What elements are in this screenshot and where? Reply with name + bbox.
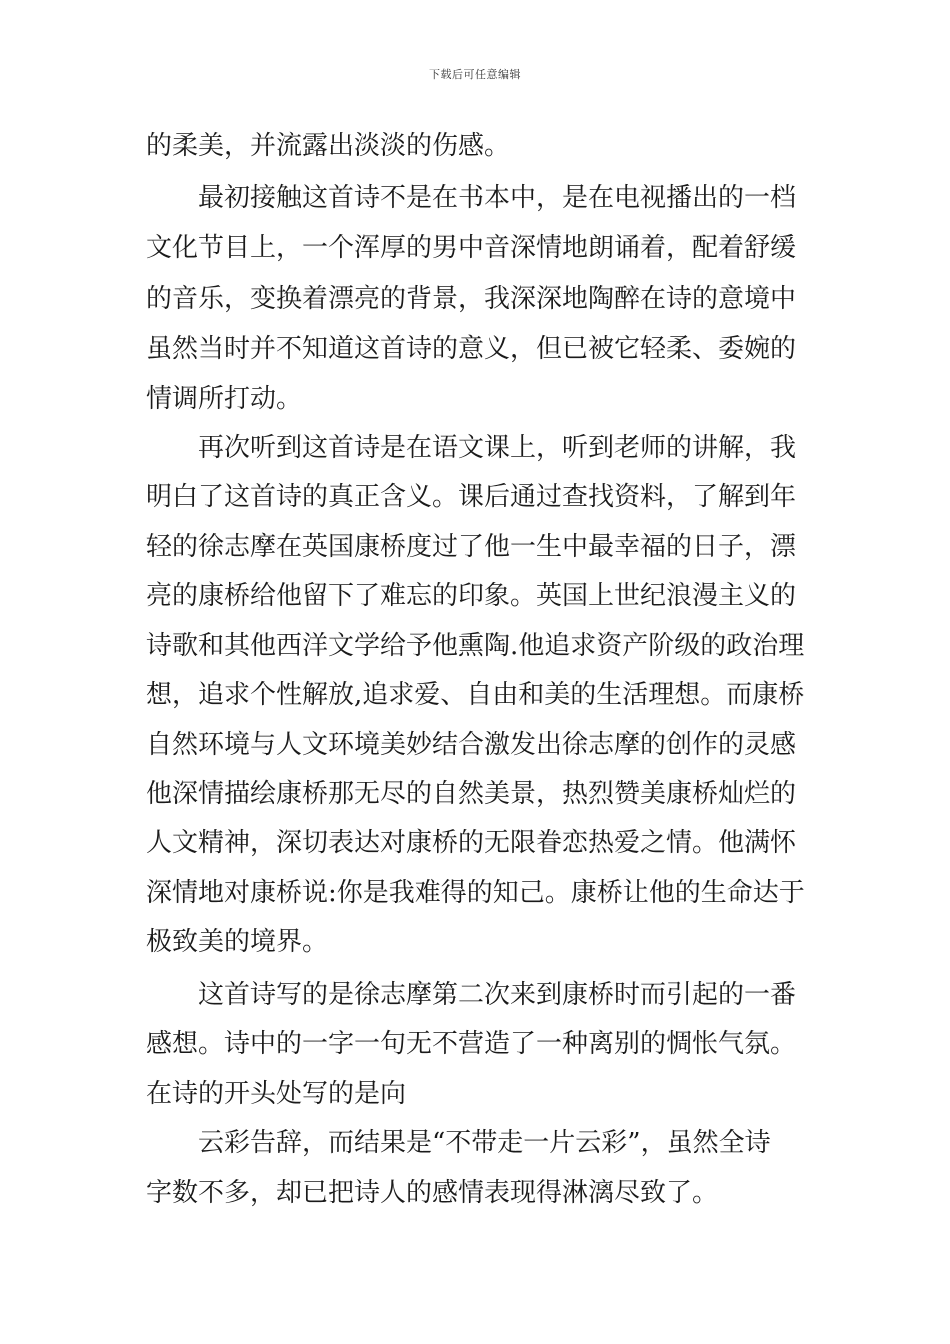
text-line: 情调所打动。 <box>146 384 303 414</box>
text-line: 字数不多，却已把诗人的感情表现得淋漓尽致了。 <box>146 1178 719 1208</box>
header-note: 下载后可任意编辑 <box>429 68 521 81</box>
text-line: 感想。诗中的一字一句无不营造了一种离别的惆怅气氛。 <box>146 1029 797 1059</box>
text-line: 他深情描绘康桥那无尽的自然美景，热烈赞美康桥灿烂的 <box>146 779 797 809</box>
text-line: 极致美的境界。 <box>146 927 329 957</box>
text-line: 的音乐，变换着漂亮的背景，我深深地陶醉在诗的意境中 <box>146 284 797 314</box>
text-line: 人文精神，深切表达对康桥的无限眷恋热爱之情。他满怀 <box>146 828 797 858</box>
text-line: 想，追求个性解放,追求爱、自由和美的生活理想。而康桥 <box>146 680 805 710</box>
text-line: 轻的徐志摩在英国康桥度过了他一生中最幸福的日子，漂 <box>146 532 797 562</box>
text-line: 亮的康桥给他留下了难忘的印象。英国上世纪浪漫主义的 <box>146 581 797 611</box>
text-line: 的柔美，并流露出淡淡的伤感。 <box>146 131 511 161</box>
text-line: 明白了这首诗的真正含义。课后通过查找资料，了解到年 <box>146 482 797 512</box>
paragraph-start-line: 再次听到这首诗是在语文课上，听到老师的讲解，我 <box>198 433 797 463</box>
text-line: 虽然当时并不知道这首诗的意义，但已被它轻柔、委婉的 <box>146 334 797 364</box>
text-line: 在诗的开头处写的是向 <box>146 1079 407 1109</box>
text-line: 自然环境与人文环境美妙结合激发出徐志摩的创作的灵感 <box>146 730 797 760</box>
text-line: 诗歌和其他西洋文学给予他熏陶.他追求资产阶级的政治理 <box>146 631 805 661</box>
paragraph-start-line: 最初接触这首诗不是在书本中，是在电视播出的一档 <box>198 183 797 213</box>
paragraph-start-line: 云彩告辞，而结果是“不带走一片云彩”，虽然全诗 <box>198 1128 771 1158</box>
text-line: 文化节目上，一个浑厚的男中音深情地朗诵着，配着舒缓 <box>146 233 797 263</box>
paragraph-start-line: 这首诗写的是徐志摩第二次来到康桥时而引起的一番 <box>198 980 797 1010</box>
text-line: 深情地对康桥说:你是我难得的知己。康桥让他的生命达于 <box>146 878 805 908</box>
